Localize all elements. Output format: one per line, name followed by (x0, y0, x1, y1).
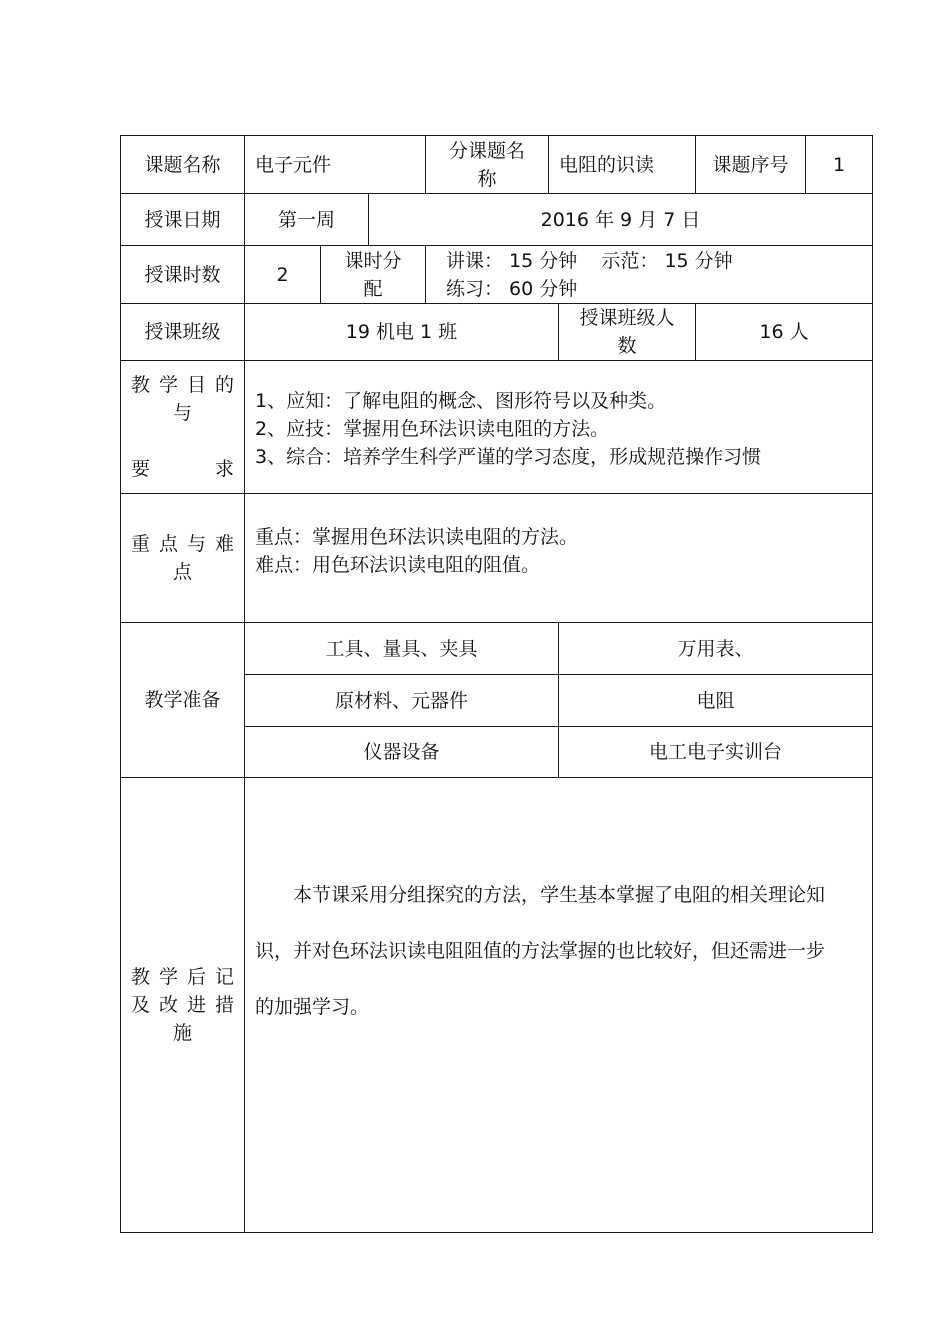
alloc-label-line2: 配 (363, 277, 383, 300)
count-label-line1: 授课班级人 (579, 307, 675, 329)
keypoints-label-cell (120, 493, 245, 623)
objectives-label-line2: 与 (172, 402, 192, 424)
count-label-cell (558, 303, 696, 361)
subtopic-label-line2: 称 (477, 167, 497, 190)
seq-label-cell (695, 135, 806, 194)
objectives-label-line3: 要 求 (131, 458, 234, 480)
prep-key-cell-2 (244, 674, 559, 727)
hours-label-cell (120, 245, 245, 304)
prep-value-cell-3 (558, 726, 873, 778)
alloc-line1: 讲课： 15 分钟 示范： 15 分钟 (446, 249, 733, 272)
reflection-text: 本节课采用分组探究的方法，学生基本掌握了电阻的相关理论知识，并对色环法识读电阻阻值的方法掌握的也比较好，但还需进一步的加强学习。 (255, 884, 826, 1018)
objectives-content-cell (244, 360, 873, 494)
date-value: 2016 年 9 月 7 日 (540, 208, 701, 231)
hours-value: 2 (276, 263, 289, 286)
objective-item-1: 1、应知：了解电阻的概念、图形符号以及种类。 (255, 390, 667, 412)
week-value-cell (244, 193, 369, 246)
keypoint-item-2: 难点：用色环法识读电阻的阻值。 (255, 554, 541, 576)
date-label-cell (120, 193, 245, 246)
prep-value-cell-1 (558, 622, 873, 675)
prep-key-cell-3 (244, 726, 559, 778)
reflection-content-cell (244, 777, 873, 1233)
prep-key-3: 仪器设备 (363, 741, 440, 763)
alloc-line2: 练习： 60 分钟 (446, 277, 578, 300)
date-value-cell (368, 193, 873, 246)
class-label: 授课班级 (144, 321, 221, 343)
week-value: 第一周 (277, 208, 335, 231)
reflection-label-cell (120, 777, 245, 1233)
keypoints-label-line2: 点 (172, 561, 192, 583)
prep-value-cell-2 (558, 674, 873, 727)
hours-label: 授课时数 (144, 263, 221, 286)
alloc-label-cell (320, 245, 426, 304)
keypoints-label-line1: 重 点 与 难 (131, 533, 234, 555)
alloc-label-line1: 课时分 (344, 249, 402, 272)
seq-value-cell (805, 135, 873, 194)
seq-value: 1 (832, 153, 846, 176)
reflection-label-line1: 教 学 后 记 (131, 966, 234, 988)
objectives-label-cell (120, 360, 245, 494)
topic-value: 电子元件 (255, 153, 332, 176)
keypoint-item-1: 重点：掌握用色环法识读电阻的方法。 (255, 526, 579, 548)
objective-item-3: 3、综合：培养学生科学严谨的学习态度，形成规范操作习惯 (255, 446, 762, 468)
class-value-cell (244, 303, 559, 361)
reflection-label-line3: 施 (172, 1022, 192, 1044)
seq-label: 课题序号 (712, 153, 789, 176)
prep-key-2: 原材料、元器件 (334, 689, 468, 712)
count-value: 16 人 (759, 321, 809, 343)
alloc-value-cell (425, 245, 873, 304)
subtopic-label-line1: 分课题名 (448, 139, 525, 162)
prep-label-cell (120, 622, 245, 778)
objective-item-2: 2、应技：掌握用色环法识读电阻的方法。 (255, 418, 610, 440)
count-label-line2: 数 (617, 335, 637, 357)
topic-value-cell (244, 135, 426, 194)
topic-label: 课题名称 (144, 153, 221, 176)
hours-value-cell (244, 245, 321, 304)
prep-value-2: 电阻 (696, 689, 735, 712)
class-label-cell (120, 303, 245, 361)
reflection-label-line2: 及 改 进 措 (131, 994, 234, 1016)
topic-label-cell (120, 135, 245, 194)
count-value-cell (695, 303, 873, 361)
subtopic-value-cell (548, 135, 696, 194)
prep-key-cell-1 (244, 622, 559, 675)
prep-label: 教学准备 (144, 689, 221, 711)
prep-key-1: 工具、量具、夹具 (325, 637, 478, 660)
prep-value-3: 电工电子实训台 (648, 741, 782, 763)
subtopic-label-cell (425, 135, 549, 194)
objectives-label-line1: 教 学 目 的 (131, 374, 234, 396)
class-value: 19 机电 1 班 (345, 321, 458, 343)
prep-value-1: 万用表、 (677, 637, 754, 660)
date-label: 授课日期 (144, 208, 221, 231)
subtopic-value: 电阻的识读 (559, 153, 655, 176)
keypoints-content-cell (244, 493, 873, 623)
